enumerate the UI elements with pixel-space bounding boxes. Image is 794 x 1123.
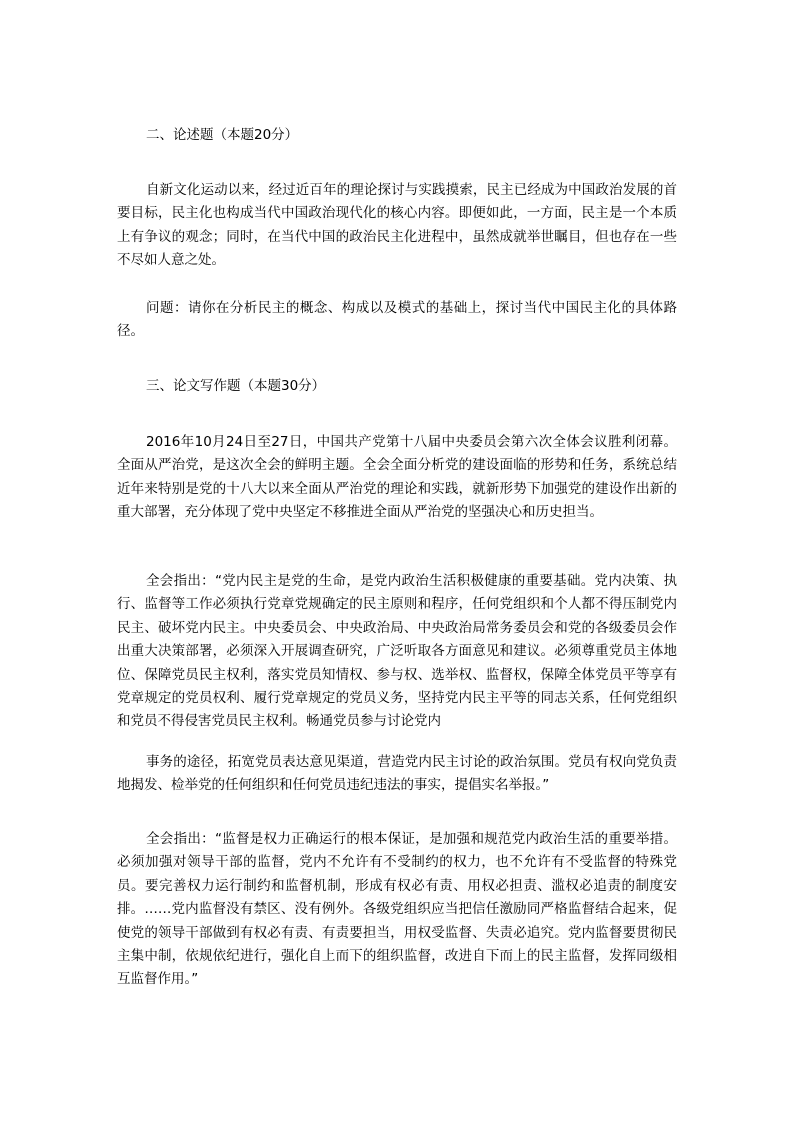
paragraph-plenum-intro: 2016年10月24日至27日，中国共产党第十八届中央委员会第六次全体会议胜利闭幕。全面从严治党，是这次全会的鲜明主题。全会全面分析党的建设面临的形势和任务，系统总结近年来特别是党的十八大以来全面从严治党的理论和实践，就新形势下加强党的建设作出新的重大部署，充分体现了党中央坚定不移推进全面从严治党的坚强决心和历史担当。 — [117, 434, 677, 521]
section-heading-thesis: 三、论文写作题（本题30分） — [146, 378, 326, 394]
section-heading-essay: 二、论述题（本题20分） — [146, 127, 299, 143]
paragraph-supervision: 全会指出：“监督是权力正确运行的根本保证，是加强和规范党内政治生活的重要举措。必须加强对领导干部的监督，党内不允许有不受制约的权力，也不允许有不受监督的特殊党员。要完善权力运行制约和监督机制，形成有权必有责、用权必担责、滥权必追责的制度安排。……党内监督没有禁区、没有例外。各级党组织应当把信任激励同严格监督结合起来，促使党的领导干部做到有权必有责、有责要担当，用权受监督、失责必追究。党内监督要贯彻民主集中制，依规依纪进行，强化自上而下的组织监督，改进自下而上的民主监督，发挥同级相互监督作用。” — [117, 831, 677, 988]
paragraph-background: 自新文化运动以来，经过近百年的理论探讨与实践摸索，民主已经成为中国政治发展的首要目标，民主化也构成当代中国政治现代化的核心内容。即便如此，一方面，民主是一个本质上有争议的观念；同时，在当代中国的政治民主化进程中，虽然成就举世瞩目，但也存在一些不尽如人意之处。 — [117, 182, 677, 269]
paragraph-question: 问题：请你在分析民主的概念、构成以及模式的基础上，探讨当代中国民主化的具体路径。 — [117, 300, 677, 340]
paragraph-inner-party-democracy: 全会指出：“党内民主是党的生命，是党内政治生活积极健康的重要基础。党内决策、执行、监督等工作必须执行党章党规确定的民主原则和程序，任何党组织和个人都不得压制党内民主、破坏党内民主。中央委员会、中央政治局、中央政治局常务委员会和党的各级委员会作出重大决策部署，必须深入开展调查研究，广泛听取各方面意见和建议。必须尊重党员主体地位、保障党员民主权利，落实党员知情权、参与权、选举权、监督权，保障全体党员平等享有党章规定的党员权利、履行党章规定的党员义务，坚持党内民主平等的同志关系，任何党组织和党员不得侵害党员民主权利。畅通党员参与讨论党内 — [117, 573, 677, 730]
paragraph-democracy-continued: 事务的途径，拓宽党员表达意见渠道，营造党内民主讨论的政治氛围。党员有权向党负责地揭发、检举党的任何组织和任何党员违纪违法的事实，提倡实名举报。” — [117, 754, 677, 794]
